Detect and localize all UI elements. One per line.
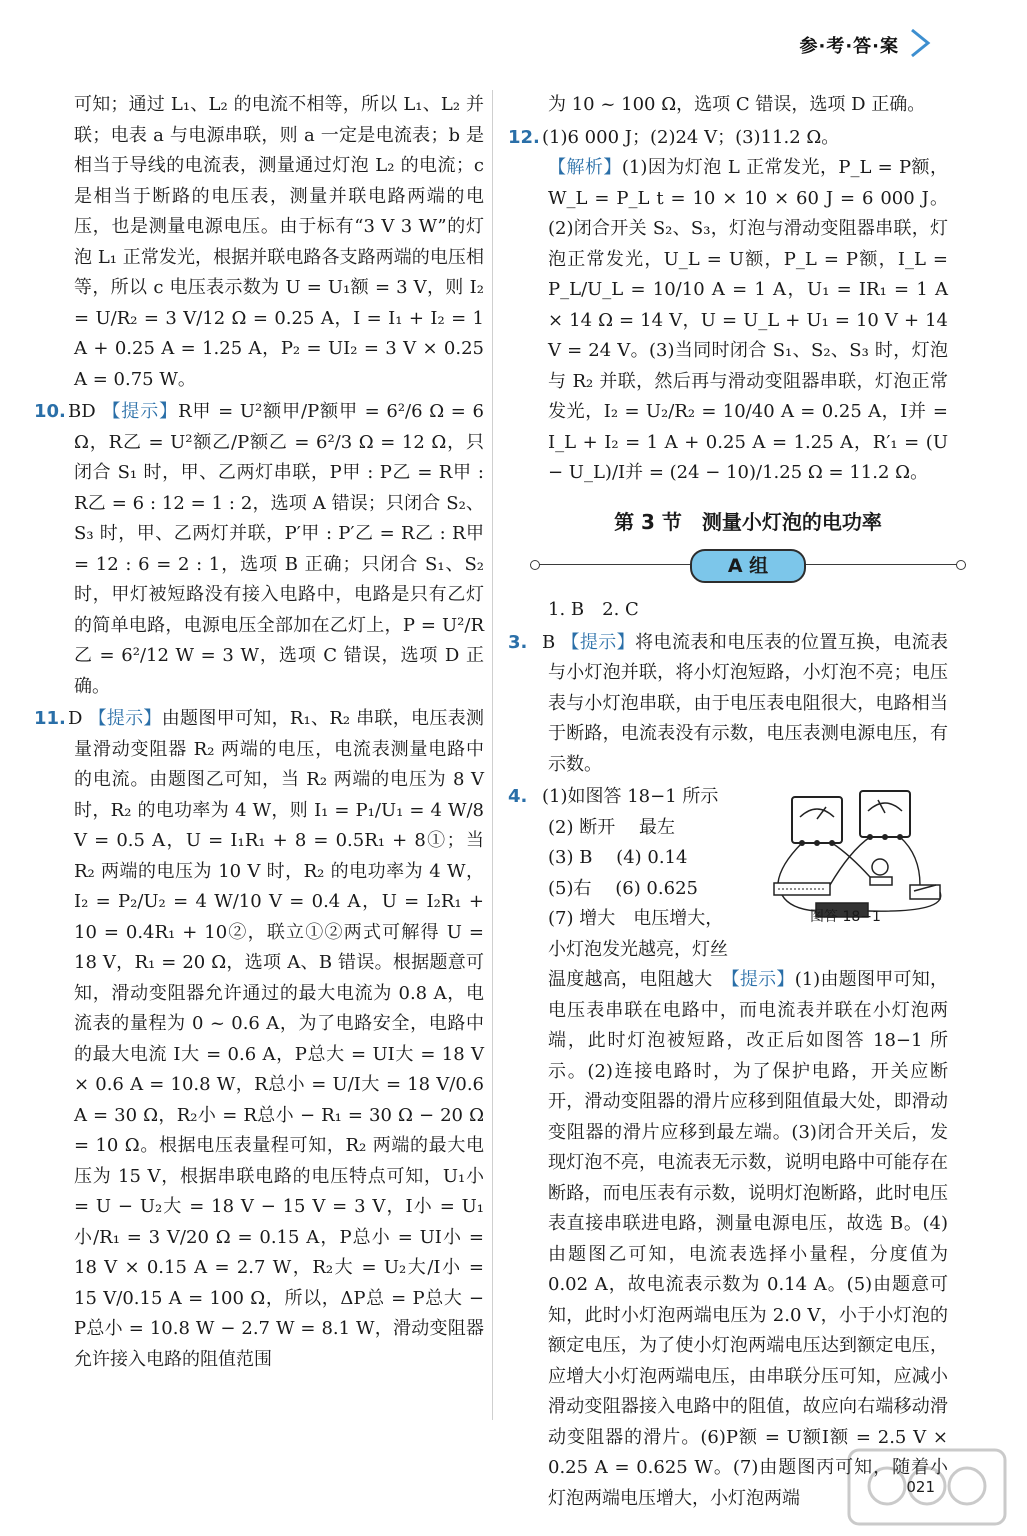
question-number: 10.: [34, 401, 66, 422]
answer-choice: D: [68, 708, 83, 729]
column-divider: [492, 90, 493, 1420]
explanation-text: 由题图甲可知，R₁、R₂ 串联，电压表测量滑动变阻器 R₂ 两端的电压，电流表测量电路中的电流。由题图乙可知，当 R₂ 两端的电压为 8 V 时，R₂ 的电功率为 4 W，则 I₁ = P₁/U₁ = 4 W/8 V = 0.5 A，U = I₁R₁ + 8 = 0.5R₁ + 8①；当 R₂ 两端的电压为 10 V 时，R₂ 的电功率为 4 W，I₂ = P₂/U₂ = 4 W/10 V = 0.4 A，U = I₂R₁ + 10 = 0.4R₁ + 10②，联立①②两式可解得 U = 18 V，R₁ = 20 Ω，选项 A、B 错误。根据题意可知，滑动变阻器允许通过的最大电流为 0.8 A，电流表的量程为 0 ~ 0.6 A，为了电路安全，电路中的最大电流 I大 = 0.6 A，P总大 = UI大 = 18 V × 0.6 A = 10.8 W，R总小 = U/I大 = 18 V/0.6 A = 30 Ω，R₂小 = R总小 − R₁ = 30 Ω − 20 Ω = 10 Ω。根据电压表量程可知，R₂ 两端的最大电压为 15 V，根据串联电路的电压特点可知，U₁小 = U − U₂大 = 18 V − 15 V = 3 V，I小 = U₁小/R₁ = 3 V/20 Ω = 0.15 A，P总小 = UI小 = 18 V × 0.15 A = 2.7 W，R₂大 = U₂大/I小 = 15 V/0.15 A = 100 Ω，所以，ΔP总 = P总大 − P总小 = 10.8 W − 2.7 W = 8.1 W，滑动变阻器允许接入电路的阻值范围: [74, 708, 484, 1370]
voltmeter-icon: [860, 791, 910, 840]
header-label: 参·考·答·案: [799, 36, 899, 57]
watermark-logo: [847, 1448, 1007, 1526]
answer-text: (1)6 000 J；(2)24 V；(3)11.2 Ω。: [542, 126, 840, 148]
answer-line: (7) 增大 电压增大，: [548, 908, 724, 929]
answer-line: 小灯泡发光越亮，灯丝: [548, 938, 728, 960]
question-number: 4.: [508, 786, 528, 807]
analysis-tag: 【解析】: [548, 157, 622, 178]
page-number: 021: [906, 1478, 935, 1496]
circuit-wires: [778, 837, 941, 911]
explanation-text: (1)由题图甲可知，电压表串联在电路中，而电流表并联在小灯泡两端，此时灯泡被短路，改正后如图答 18−1 所示。(2)连接电路时，为了保护电路，开关应断开，滑动变阻器的滑片应移到阻值最大处，即滑动变阻器的滑片应移到最左端。(3)闭合开关后，发现灯泡不亮，电流表无示数，说明电路中可能存在断路，而电压表有示数，说明灯泡断路，此时电压表直接串联进电路，测量电源电压，故选 B。(4)由题图乙可知，电流表选择小量程，分度值为 0.02 A，故电流表示数为 0.14 A。(5)由题意可知，此时小灯泡两端电压为 2.0 V，小于小灯泡的额定电压，为了使小灯泡两端电压达到额定电压，应增大小灯泡两端电压，由串联分压可知，应减小滑动变阻器接入电路中的阻值，故应向右端移动滑动变阻器的滑片。(6)P额 = U额I额 = 2.5 V × 0.25 A = 0.625 W。(7)由题图丙可知，随着小灯泡两端电压增大，小灯泡两端: [548, 969, 949, 1509]
banner-dot-left: [530, 560, 540, 570]
answer-line: (1)如图答 18−1 所示: [542, 786, 719, 807]
left-column: [34, 90, 484, 1377]
answer-continuation: 可知；通过 L₁、L₂ 的电流不相等，所以 L₁、L₂ 并联；电表 a 与电源串联，则 a 一定是电流表；b 是相当于导线的电流表，测量通过灯泡 L₂ 的电流；c 是相当于断路的电压表，测量并联电路两端的电压，也是测量电源电压。由于标有“3 V 3 W”的灯泡 L₁ 正常发光，根据并联电路各支路两端的电压相等，所以 c 电压表示数为 U = U₁额 = 3 V，则 I₂ = U/R₂ = 3 V/12 Ω = 0.25 A，I = I₁ + I₂ = 1 A + 0.25 A = 1.25 A，P₂ = UI₂ = 3 V × 0.25 A = 0.75 W。: [74, 94, 484, 390]
explanation-text: 将电流表和电压表的位置互换，电流表与小灯泡并联，将小灯泡短路，小灯泡不亮；电压表与小灯泡串联，由于电压表电阻很大，电路相当于断路，电流表没有示数，电压表测电源电压，有示数。: [548, 631, 949, 775]
figure-caption: 图答 18−1: [810, 909, 881, 925]
group-banner: [530, 545, 966, 585]
answer-choice: B: [542, 631, 556, 653]
question-number: 3.: [508, 631, 528, 653]
rheostat-icon: [774, 883, 830, 895]
chevron-right-icon: [903, 26, 937, 60]
switch-icon: [910, 885, 940, 899]
answer-line: (5)右 (6) 0.625: [548, 877, 698, 899]
answer-line: 温度越高，电阻越大: [548, 969, 713, 990]
ammeter-icon: [792, 797, 842, 846]
answers-1-2: 1. B 2. C: [548, 599, 639, 620]
hint-tag: 【提示】: [88, 708, 162, 729]
question-10: [34, 397, 484, 702]
section-title: 第 3 节 测量小灯泡的电功率: [614, 509, 882, 534]
answer-line: (3) B (4) 0.14: [548, 847, 688, 868]
explanation-text: R甲 = U²额甲/P额甲 = 6²/6 Ω = 6 Ω，R乙 = U²额乙/P额乙 = 6²/3 Ω = 12 Ω，只闭合 S₁ 时，甲、乙两灯串联，P甲 : P乙 = R甲 : R乙 = 6 : 12 = 1 : 2，选项 A 错误；只闭合 S₂、S₃ 时，甲、乙两灯并联，P′甲 : P′乙 = R乙 : R甲 = 12 : 6 = 2 : 1，选项 B 正确；只闭合 S₁、S₂ 时，甲灯被短路没有接入电路中，电路是只有乙灯的简单电路，电源电压全部加在乙灯上，P = U²/R乙 = 6²/12 W = 3 W，选项 C 错误，选项 D 正确。: [74, 401, 484, 697]
question-3: [508, 628, 949, 781]
group-label: A 组: [690, 549, 806, 583]
hint-tag: 【提示】: [102, 401, 179, 422]
question-12: [508, 123, 949, 489]
lamp-icon: [870, 859, 892, 885]
question-number: 12.: [508, 126, 540, 148]
answer-line: (2) 断开 最左: [548, 816, 675, 838]
answer-choice: BD: [68, 401, 96, 422]
answer-continuation: 为 10 ~ 100 Ω，选项 C 错误，选项 D 正确。: [548, 94, 926, 115]
question-11: [34, 704, 484, 1375]
hint-tag: 【提示】: [730, 969, 795, 990]
banner-dot-right: [956, 560, 966, 570]
hint-tag: 【提示】: [561, 631, 636, 653]
question-number: 11.: [34, 708, 66, 729]
explanation-text: (1)因为灯泡 L 正常发光，P_L = P额，W_L = P_L t = 10 × 10 × 60 J = 6 000 J。(2)闭合开关 S₂、S₃，灯泡与滑动变阻器串联，灯泡正常发光，U_L = U额，P_L = P额，I_L = P_L/U_L = 10/10 A = 1 A，U₁ = IR₁ = 1 A × 14 Ω = 14 V，U = U_L + U₁ = 10 V + 14 V = 24 V。(3)当同时闭合 S₁、S₂、S₃ 时，灯泡与 R₂ 并联，然后再与滑动变阻器串联，灯泡正常发光，I₂ = U₂/R₂ = 10/40 A = 0.25 A，I并 = I_L + I₂ = 1 A + 0.25 A = 1.25 A，R′₁ = (U − U_L)/I并 = (24 − 10)/1.25 Ω = 11.2 Ω。: [548, 157, 949, 483]
